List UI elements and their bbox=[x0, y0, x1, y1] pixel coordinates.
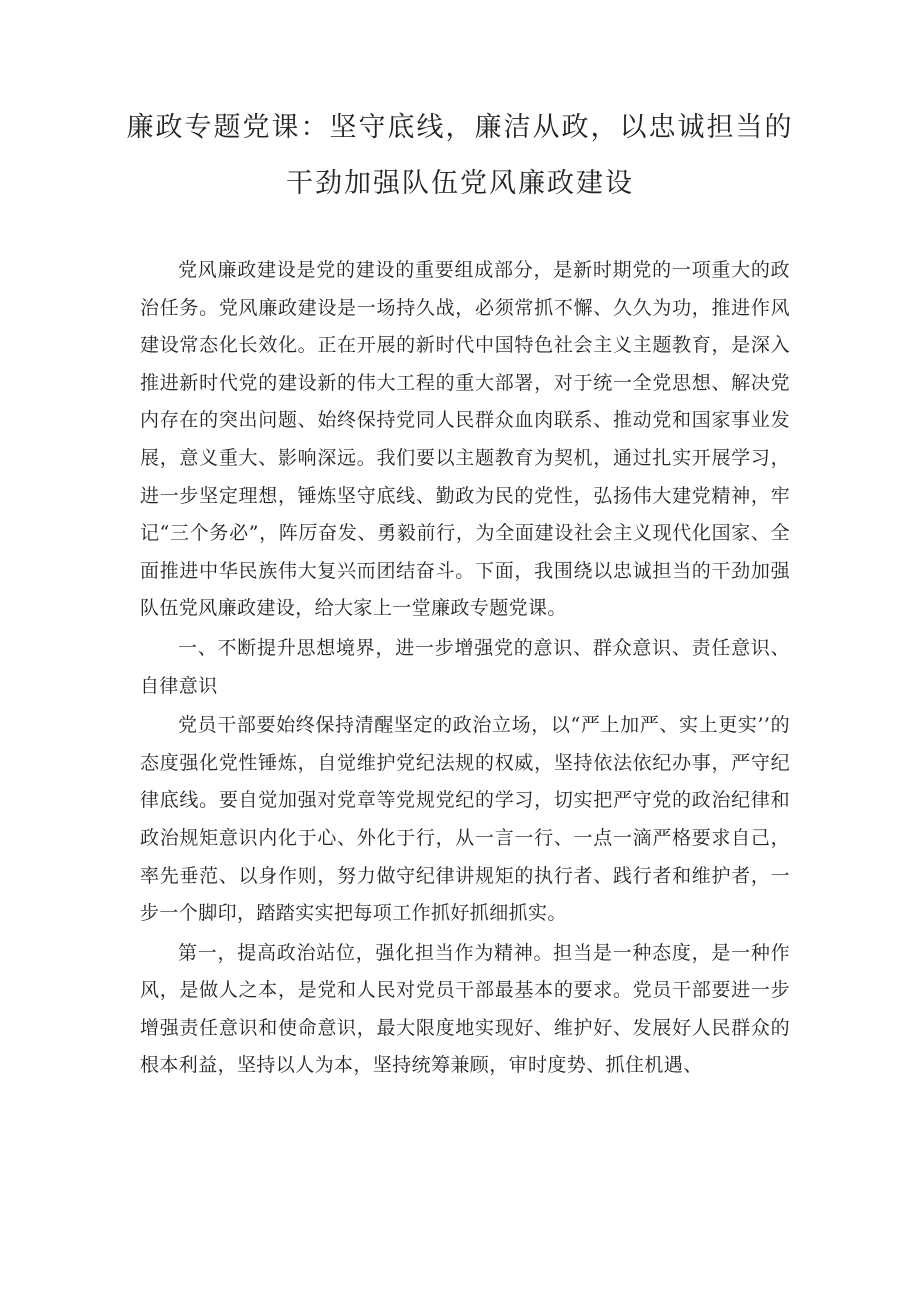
paragraph-section-1: 党员干部要始终保持清醒坚定的政治立场，以“严上加严、实上更实’’的态度强化党性锤炼，自觉维护党纪法规的权威，坚持依法依纪办事，严守纪律底线。要自觉加强对党章等党规党纪的学习，切实把严守党的政治纪律和政治规矩意识内化于心、外化于行，从一言一行、一点一滴严格要求自己，率先垂范、以身作则，努力做守纪律讲规矩的执行者、践行者和维护者，一步一个脚印，踏踏实实把每项工作抓好抓细抓实。 bbox=[140, 714, 790, 925]
document-body bbox=[140, 252, 790, 1085]
title-line-1: 廉政专题党课：坚守底线，廉洁从政，以忠诚担当的 bbox=[126, 112, 794, 143]
paragraph-point-1: 第一，提高政治站位，强化担当作为精神。担当是一种态度，是一种作风，是做人之本，是党和人民对党员干部最基本的要求。党员干部要进一步增强责任意识和使命意识，最大限度地实现好、维护好、发展好人民群众的根本利益，坚持以人为本，坚持统筹兼顾，审时度势、抓住机遇、 bbox=[140, 941, 790, 1077]
section-heading-1: 一、不断提升思想境界，进一步增强党的意识、群众意识、责任意识、自律意识 bbox=[140, 636, 790, 697]
document-title bbox=[120, 100, 800, 212]
title-line-2: 干劲加强队伍党风廉政建设 bbox=[286, 168, 634, 199]
paragraph-intro: 党风廉政建设是党的建设的重要组成部分，是新时期党的一项重大的政治任务。党风廉政建设是一场持久战，必须常抓不懈、久久为功，推进作风建设常态化长效化。正在开展的新时代中国特色社会主义主题教育，是深入推进新时代党的建设新的伟大工程的重大部署，对于统一全党思想、解决党内存在的突出问题、始终保持党同人民群众血肉联系、推动党和国家事业发展，意义重大、影响深远。我们要以主题教育为契机，通过扎实开展学习，进一步坚定理想，锤炼坚守底线、勤政为民的党性，弘扬伟大建党精神，牢记“三个务必”，阵厉奋发、勇毅前行，为全面建设社会主义现代化国家、全面推进中华民族伟大复兴而团结奋斗。下面，我围绕以忠诚担当的干劲加强队伍党风廉政建设，给大家上一堂廉政专题党课。 bbox=[140, 259, 790, 620]
